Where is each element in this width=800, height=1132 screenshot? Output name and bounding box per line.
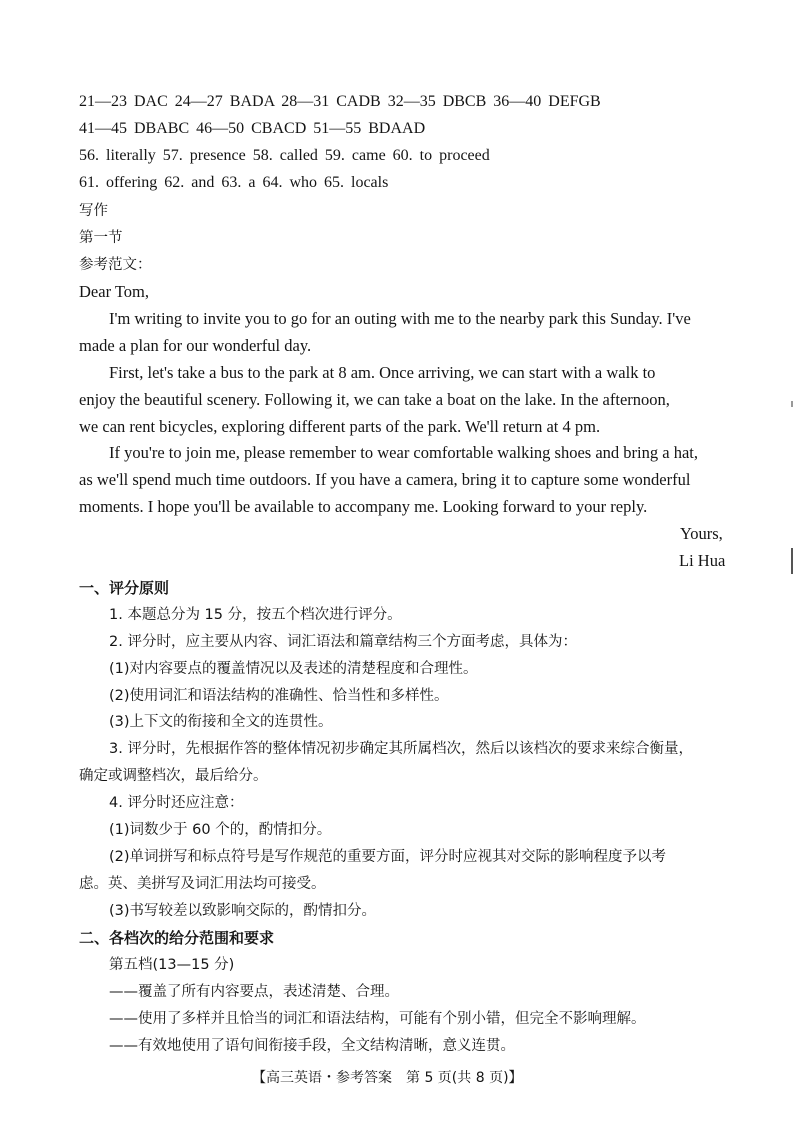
principle-3-line2: 确定或调整档次，最后给分。 bbox=[79, 768, 268, 784]
letter-salutation: Dear Tom, bbox=[79, 282, 150, 301]
section-writing-heading: 写作 bbox=[79, 203, 108, 219]
letter-p1-line1: I'm writing to invite you to go for an outing with me to the nearby park this Sunday. I've bbox=[109, 309, 691, 328]
principles-heading: 一、评分原则 bbox=[79, 579, 170, 597]
scan-edge-dot bbox=[791, 401, 793, 407]
letter-p1-line2: made a plan for our wonderful day. bbox=[79, 336, 312, 355]
level-5-title: 第五档(13—15 分) bbox=[109, 957, 235, 973]
answers-line-1: 21—23 DAC 24—27 BADA 28—31 CADB 32—35 DBCB 36—40 DEFGB bbox=[79, 93, 601, 110]
principle-2: 2. 评分时，应主要从内容、词汇语法和篇章结构三个方面考虑，具体为： bbox=[109, 634, 577, 650]
level-5-desc-3: ——有效地使用了语句间衔接手段，全文结构清晰，意义连贯。 bbox=[109, 1038, 515, 1054]
letter-p3-line1: If you're to join me, please remember to wear comfortable walking shoes and bring a hat, bbox=[109, 443, 698, 462]
level-5-desc-1: ——覆盖了所有内容要点，表述清楚、合理。 bbox=[109, 984, 399, 1000]
letter-closing: Yours, bbox=[680, 524, 723, 543]
principle-2-sub-1: (1)对内容要点的覆盖情况以及表述的清楚程度和合理性。 bbox=[109, 661, 478, 677]
letter-p2-line2: enjoy the beautiful scenery. Following it, we can take a boat on the lake. In the afternoon, bbox=[79, 390, 670, 409]
principle-2-sub-2: (2)使用词汇和语法结构的准确性、恰当性和多样性。 bbox=[109, 688, 449, 704]
letter-p2-line3: we can rent bicycles, exploring different parts of the park. We'll return at 4 pm. bbox=[79, 417, 601, 436]
letter-p2-line1: First, let's take a bus to the park at 8 am. Once arriving, we can start with a walk to bbox=[109, 363, 656, 382]
level-5-desc-2: ——使用了多样并且恰当的词汇和语法结构，可能有个别小错，但完全不影响理解。 bbox=[109, 1011, 646, 1027]
answers-line-3: 56. literally 57. presence 58. called 59. came 60. to proceed bbox=[79, 147, 490, 164]
principle-4-sub-1: (1)词数少于 60 个的，酌情扣分。 bbox=[109, 822, 332, 838]
sample-essay-label: 参考范文： bbox=[79, 257, 152, 273]
principle-2-sub-3: (3)上下文的衔接和全文的连贯性。 bbox=[109, 714, 333, 730]
principle-4: 4. 评分时还应注意： bbox=[109, 795, 244, 811]
principle-1: 1. 本题总分为 15 分，按五个档次进行评分。 bbox=[109, 607, 402, 623]
letter-signature: Li Hua bbox=[679, 551, 726, 570]
scan-edge-mark bbox=[791, 548, 793, 574]
principle-4-sub-2-line1: (2)单词拼写和标点符号是写作规范的重要方面，评分时应视其对交际的影响程度予以考 bbox=[109, 849, 667, 865]
answers-line-4: 61. offering 62. and 63. a 64. who 65. locals bbox=[79, 174, 389, 191]
principle-3-line1: 3. 评分时，先根据作答的整体情况初步确定其所属档次，然后以该档次的要求来综合衡量， bbox=[109, 741, 693, 757]
letter-p3-line3: moments. I hope you'll be available to accompany me. Looking forward to your reply. bbox=[79, 497, 648, 516]
principle-4-sub-2-line2: 虑。英、美拼写及词汇用法均可接受。 bbox=[79, 876, 326, 892]
page-footer: 【高三英语・参考答案 第 5 页(共 8 页)】 bbox=[252, 1070, 523, 1086]
principle-4-sub-3: (3)书写较差以致影响交际的，酌情扣分。 bbox=[109, 903, 377, 919]
answers-line-2: 41—45 DBABC 46—50 CBACD 51—55 BDAAD bbox=[79, 120, 426, 137]
levels-heading: 二、各档次的给分范围和要求 bbox=[79, 929, 275, 947]
section-part1-heading: 第一节 bbox=[79, 230, 123, 246]
letter-p3-line2: as we'll spend much time outdoors. If you have a camera, bring it to capture some wonderful bbox=[79, 470, 691, 489]
